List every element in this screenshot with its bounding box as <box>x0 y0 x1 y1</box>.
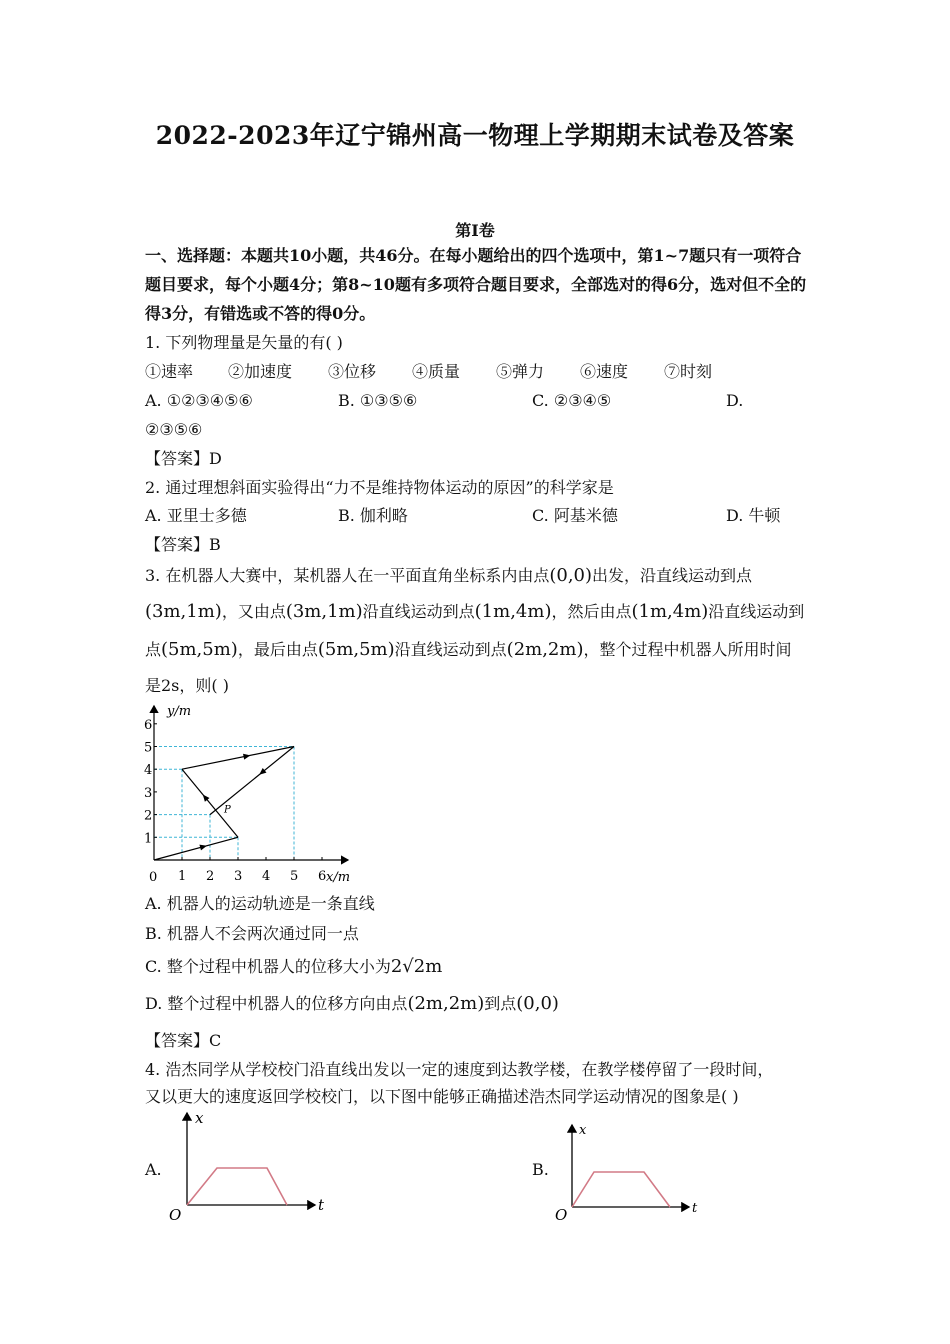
trajectory-segment <box>210 747 294 815</box>
q1-answer: 【答案】D <box>145 449 222 468</box>
y-tick-label: 2 <box>144 808 153 824</box>
q3-option-b: B. 机器人不会两次通过同一点 <box>145 924 359 943</box>
q2-option-b: B. 伽利略 <box>338 506 408 525</box>
point-1-4: (1m,4m) <box>631 601 709 622</box>
x-tick-label: 6 <box>318 869 327 884</box>
y-axis-label: x <box>579 1123 587 1138</box>
x-tick-label: 5 <box>290 869 299 884</box>
origin-label: O <box>169 1206 182 1224</box>
q1-stem: 1. 下列物理量是矢量的有( ) <box>145 333 343 352</box>
q3-text: 沿直线运动到点 <box>362 602 475 621</box>
q2-option-a: A. 亚里士多德 <box>145 506 247 525</box>
graph-b-curve <box>572 1172 670 1207</box>
point-2-2: (2m,2m) <box>407 993 485 1014</box>
q4-line-2: 又以更大的速度返回学校校门，以下图中能够正确描述浩杰同学运动情况的图象是( ) <box>145 1087 739 1106</box>
point-3-1: (3m,1m) <box>145 601 222 622</box>
q3-text: ，然后由点 <box>551 602 632 621</box>
q3-answer: 【答案】C <box>145 1031 222 1050</box>
graph-b <box>552 1120 712 1225</box>
graph-a <box>165 1108 340 1226</box>
instructions-line-2: 题目要求，每个小题4分；第8~10题有多项符合题目要求，全部选对的得6分，选对但不全的 <box>145 275 807 294</box>
instructions-line-3: 得3分，有错选或不答的得0分。 <box>145 304 376 323</box>
q1-option-d: D. <box>726 391 744 410</box>
q3-text: 3. 在机器人大赛中，某机器人在一平面直角坐标系内由点 <box>145 566 550 585</box>
q3-text: 点 <box>145 640 162 659</box>
axis-ticks <box>144 718 326 884</box>
q4-option-a-label: A. <box>145 1160 162 1179</box>
t-axis-label: t <box>318 1196 325 1214</box>
q1-item: ⑦时刻 <box>664 362 713 381</box>
trajectory-segment <box>182 747 294 770</box>
q3-line-4: 是2s，则( ) <box>145 676 229 695</box>
point-5-5: (5m,5m) <box>317 639 395 660</box>
x-tick-label: 2 <box>206 869 215 884</box>
point-1-4: (1m,4m) <box>474 601 552 622</box>
trajectory-path <box>154 747 294 861</box>
q3-text: 到点 <box>484 994 517 1013</box>
q1-option-d-value: ②③⑤⑥ <box>145 420 203 439</box>
q3-line-1 <box>145 566 752 586</box>
q3-text: 沿直线运动到点 <box>394 640 507 659</box>
q3-option-d-text: D. 整个过程中机器人的位移方向由点 <box>145 994 408 1013</box>
q1-item: ②加速度 <box>228 362 293 381</box>
trajectory-chart <box>143 700 358 885</box>
q3-text: ，最后由点 <box>237 640 318 659</box>
q2-option-d: D. 牛顿 <box>726 506 781 525</box>
point-origin: (0,0) <box>516 993 559 1014</box>
point-3-1: (3m,1m) <box>285 601 363 622</box>
section-heading: 第Ⅰ卷 <box>455 221 495 240</box>
instructions-line-1: 一、选择题：本题共10小题，共46分。在每小题给出的四个选项中，第1~7题只有一项符合 <box>145 246 802 265</box>
x-axis-label: x/m <box>326 870 351 885</box>
y-tick-label: 1 <box>144 831 153 847</box>
q3-text: ，整个过程中机器人所用时间 <box>583 640 792 659</box>
q3-option-c <box>145 957 442 977</box>
q1-item: ⑤弹力 <box>496 362 545 381</box>
q1-item: ④质量 <box>412 362 461 381</box>
point-2-2: (2m,2m) <box>506 639 584 660</box>
point-p-label: P <box>224 804 231 816</box>
t-axis-label: t <box>692 1201 698 1216</box>
y-tick-label: 6 <box>144 717 153 733</box>
x-tick-label: 1 <box>178 869 187 884</box>
origin-label: 0 <box>149 870 158 885</box>
y-tick-label: 3 <box>144 785 153 801</box>
y-axis-label: y/m <box>167 704 192 719</box>
q3-text: 沿直线运动到 <box>708 602 805 621</box>
q3-line-2 <box>145 602 804 622</box>
point-5-5: (5m,5m) <box>161 639 238 660</box>
q4-line-1: 4. 浩杰同学从学校校门沿直线出发以一定的速度到达教学楼，在教学楼停留了一段时间， <box>145 1060 774 1079</box>
q1-option-b: B. ①③⑤⑥ <box>338 391 418 410</box>
q1-item: ①速率 <box>145 362 194 381</box>
q2-option-c: C. 阿基米德 <box>532 506 618 525</box>
q2-stem: 2. 通过理想斜面实验得出“力不是维持物体运动的原因”的科学家是 <box>145 478 614 497</box>
y-tick-label: 5 <box>144 740 153 756</box>
document-title: 2022-2023年辽宁锦州高一物理上学期期末试卷及答案 <box>155 121 795 150</box>
q3-text: 出发，沿直线运动到点 <box>592 566 753 585</box>
q3-option-a: A. 机器人的运动轨迹是一条直线 <box>145 894 375 913</box>
q1-item: ③位移 <box>328 362 377 381</box>
y-axis-label: x <box>195 1109 204 1127</box>
q3-text: ，又由点 <box>221 602 286 621</box>
graph-a-curve <box>187 1168 287 1205</box>
q2-answer: 【答案】B <box>145 535 221 554</box>
q4-option-b-label: B. <box>532 1160 549 1179</box>
q1-option-a: A. ①②③④⑤⑥ <box>145 391 253 410</box>
q3-line-3 <box>145 640 792 660</box>
q1-item: ⑥速度 <box>580 362 629 381</box>
direction-arrow <box>243 754 250 760</box>
displacement-value: 2√2m <box>390 956 443 977</box>
x-tick-label: 4 <box>262 869 271 884</box>
q1-option-c: C. ②③④⑤ <box>532 391 612 410</box>
origin-label: O <box>555 1206 568 1224</box>
point-origin: (0,0) <box>549 565 593 586</box>
trajectory-segment <box>154 837 238 860</box>
q3-option-c-text: C. 整个过程中机器人的位移大小为 <box>145 957 391 976</box>
y-tick-label: 4 <box>144 763 153 779</box>
q3-option-d <box>145 994 559 1014</box>
x-tick-label: 3 <box>234 869 243 884</box>
